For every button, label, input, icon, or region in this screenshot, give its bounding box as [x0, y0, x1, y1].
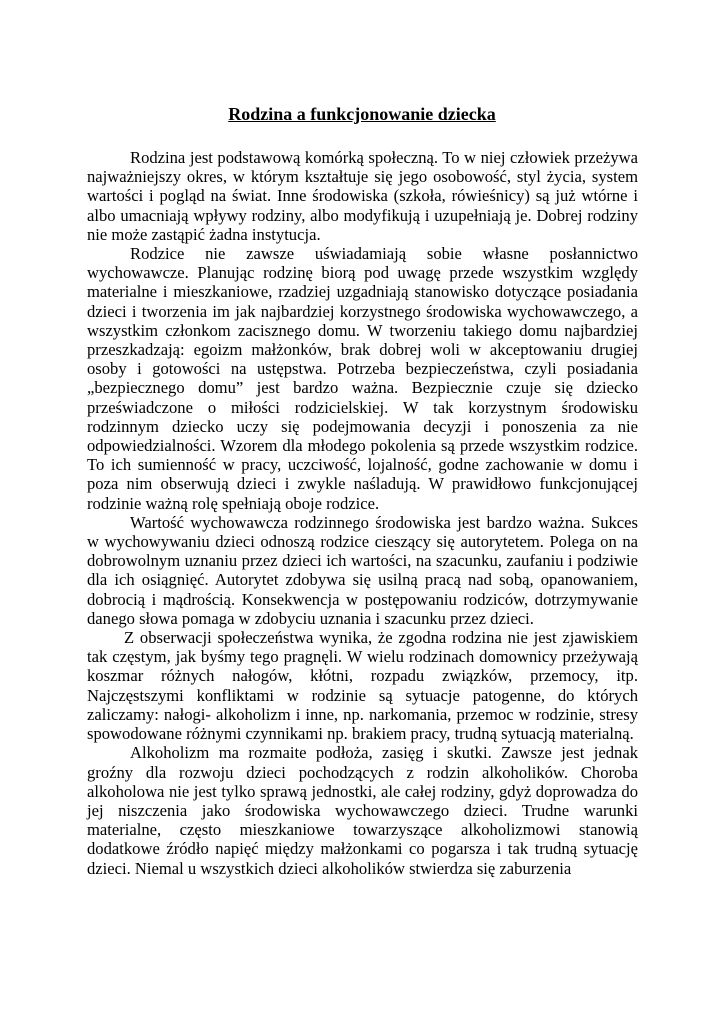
paragraph-2: Rodzice nie zawsze uświadamiają sobie własne posłannictwo wychowawcze. Planując rodzinę biorą pod uwagę przede wszystkim względy materialne i mieszkaniowe, rzadziej uzgadniają stanowisko dotyczące posiadania dzieci i tworzenia im jak najbardziej korzystnego środowiska wychowawczego, a wszystkim członkom zacisznego domu. W tworzeniu takiego domu najbardziej przeszkadzają: egoizm małżonków, brak dobrej woli w akceptowaniu drugiej osoby i gotowości na ustępstwa. Potrzeba bezpieczeństwa, czyli posiadania „bezpiecznego domu” jest bardzo ważna. Bezpiecznie czuje się dziecko przeświadczone o miłości rodzicielskiej. W tak korzystnym środowisku rodzinnym dziecko uczy się podejmowania decyzji i ponoszenia za nie odpowiedzialności. Wzorem dla młodego pokolenia są przede wszystkim rodzice. To ich sumienność w pracy, uczciwość, lojalność, godne zachowanie w domu i poza nim obserwują dzieci i zwykle naśladują. W prawidłowo funkcjonującej rodzinie ważną rolę spełniają oboje rodzice.: [87, 244, 638, 513]
paragraph-5: Alkoholizm ma rozmaite podłoża, zasięg i skutki. Zawsze jest jednak groźny dla rozwoju dzieci pochodzących z rodzin alkoholików. Choroba alkoholowa nie jest tylko sprawą jednostki, ale całej rodziny, gdyż doprowadza do jej niszczenia jako środowiska wychowawczego dzieci. Trudne warunki materialne, często mieszkaniowe towarzyszące alkoholizmowi stanowią dodatkowe źródło napięć między małżonkami co pogarsza i tak trudną sytuację dzieci. Niemal u wszystkich dzieci alkoholików stwierdza się zaburzenia: [87, 743, 638, 878]
document-title: Rodzina a funkcjonowanie dziecka: [228, 104, 496, 124]
paragraph-3: Wartość wychowawcza rodzinnego środowiska jest bardzo ważna. Sukces w wychowywaniu dzieci odnoszą rodzice cieszący się autorytetem. Polega on na dobrowolnym uznaniu przez dzieci ich wartości, na szacunku, zaufaniu i podziwie dla ich osiągnięć. Autorytet zdobywa się usilną pracą nad sobą, opanowaniem, dobrocią i mądrością. Konsekwencja w postępowaniu rodziców, dotrzymywanie danego słowa pomaga w zdobyciu uznania i szacunku przez dzieci.: [87, 512, 638, 628]
document-body: [87, 148, 638, 878]
paragraph-4: Z obserwacji społeczeństwa wynika, że zgodna rodzina nie jest zjawiskiem tak częstym, jak byśmy tego pragnęli. W wielu rodzinach domownicy przeżywają koszmar różnych nałogów, kłótni, rozpadu związków, przemocy, itp. Najczęstszymi konfliktami w rodzinie są sytuacje patogenne, do których zaliczamy: nałogi- alkoholizm i inne, np. narkomania, przemoc w rodzinie, stresy spowodowane różnymi czynnikami np. brakiem pracy, trudną sytuacją materialną.: [87, 628, 638, 744]
paragraph-1: Rodzina jest podstawową komórką społeczną. To w niej człowiek przeżywa najważniejszy okres, w którym kształtuje się jego osobowość, styl życia, system wartości i pogląd na świat. Inne środowiska (szkoła, rówieśnicy) są już wtórne i albo umacniają wpływy rodziny, albo modyfikują i uzupełniają je. Dobrej rodziny nie może zastąpić żadna instytucja.: [87, 148, 638, 244]
